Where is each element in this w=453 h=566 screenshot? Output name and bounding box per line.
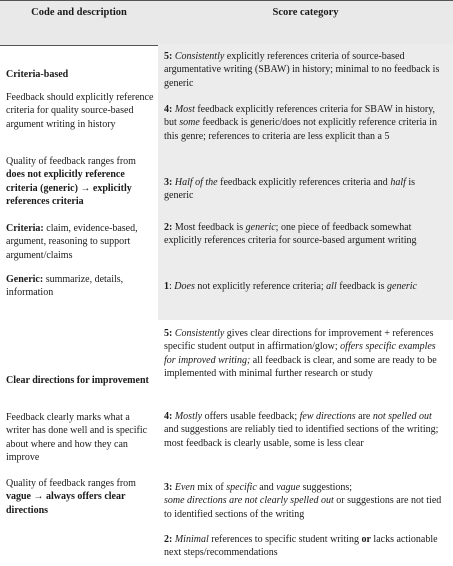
- directions-score-4: 4: Mostly offers usable feedback; few directions are not spelled out and suggestions are reliably tied to identified sections of the writing; most feedback is clearly usable, some is less clear: [164, 411, 439, 449]
- directions-description: Feedback clearly marks what a writer has done well and is specific about where and how they can improve: [6, 412, 148, 464]
- criteria-range: Quality of feedback ranges from does not explicitly reference criteria (generic) → explicitly references criteria: [6, 156, 136, 208]
- criteria-title: Criteria-based: [6, 69, 69, 80]
- table-header: [0, 0, 453, 46]
- criteria-score-1: 1: Does not explicitly reference criteria; all feedback is generic: [164, 281, 417, 292]
- criteria-score-4: 4: Most feedback explicitly references criteria for SBAW in history, but some feedback is generic/does not explicitly reference criteria in this genre; references to criteria are less explicit than a 5: [164, 104, 437, 142]
- criteria-score-3: 3: Half of the feedback explicitly references criteria and half is generic: [164, 177, 416, 202]
- criteria-definition: Criteria: claim, evidence-based, argument, reasoning to support argument/claims: [6, 223, 138, 261]
- directions-title: Clear directions for improvement: [6, 375, 149, 386]
- criteria-score-5: 5: Consistently explicitly references criteria of source-based argumentative writing (SBAW) in history; minimal to no feedback is generic: [164, 51, 440, 89]
- directions-range: Quality of feedback ranges from vague → always offers clear directions: [6, 478, 136, 516]
- header-score-category: Score category: [272, 7, 339, 18]
- generic-definition: Generic: summarize, details, information: [6, 274, 124, 299]
- criteria-description: Feedback should explicitly reference criteria for quality source-based argument writing in history: [6, 92, 154, 130]
- directions-score-2: 2: Minimal references to specific student writing or lacks actionable next steps/recommendations: [164, 534, 438, 559]
- directions-score-5: 5: Consistently gives clear directions for improvement + references specific student output in affirmation/glow; offers specific examples for improved writing; all feedback is clear, and some are ready to be implemented with minimal further research or study: [164, 328, 437, 380]
- directions-score-3: 3: Even mix of specific and vague suggestions; some directions are not clearly spelled out or suggestions are not tied to identified sections of the writing: [164, 482, 442, 520]
- header-code-description: Code and description: [31, 7, 127, 18]
- criteria-score-2: 2: Most feedback is generic; one piece of feedback somewhat explicitly references criteria for source-based argument writing: [164, 222, 417, 247]
